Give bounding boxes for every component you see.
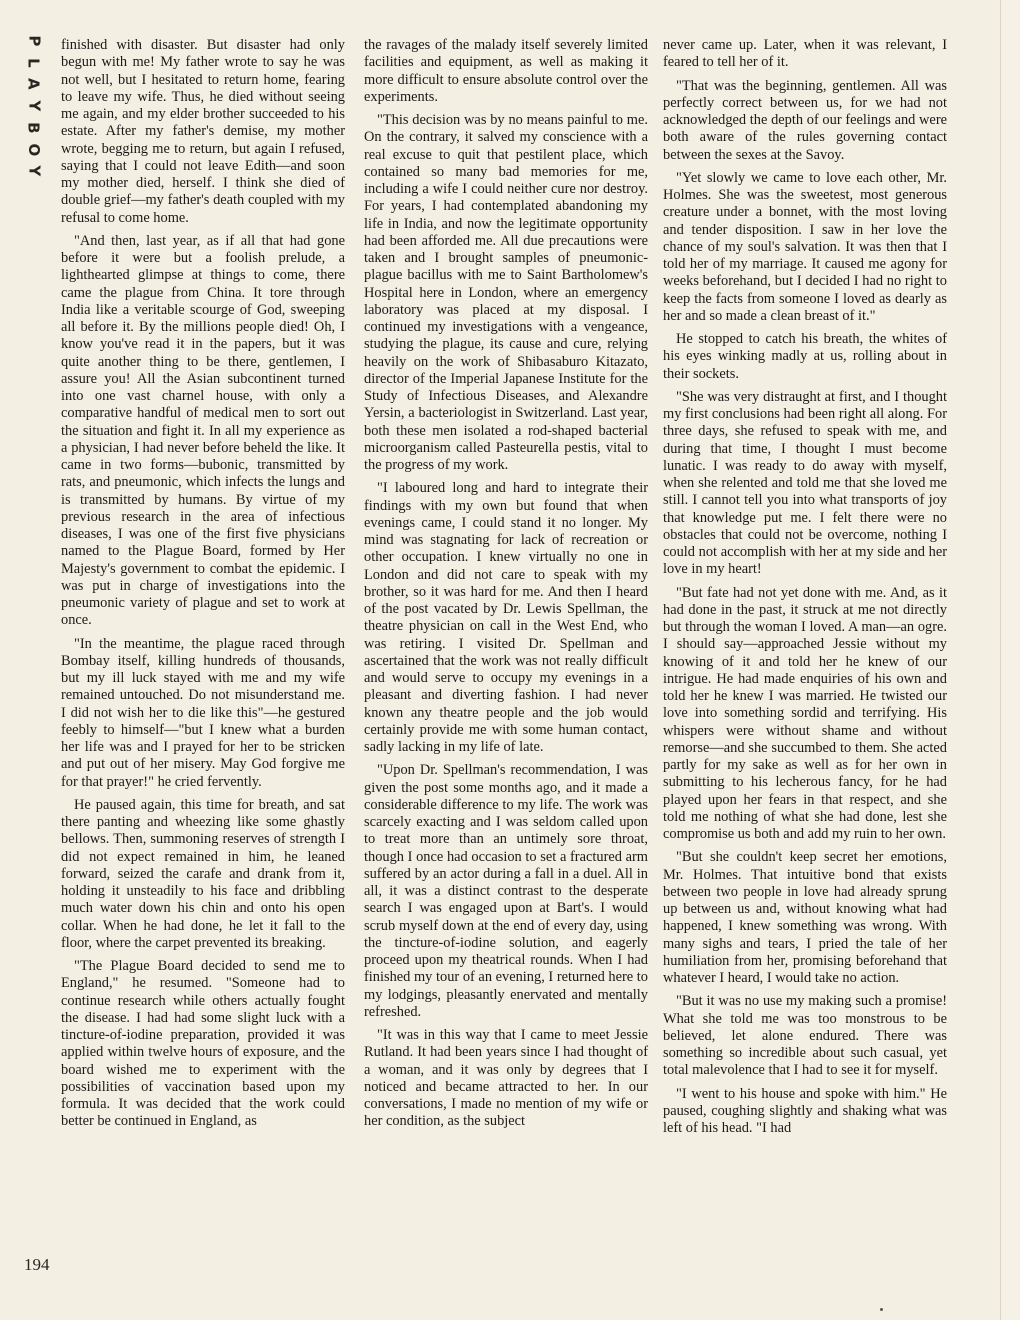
paragraph: "And then, last year, as if all that had gone before it were but a foolish prelude, a lighthearted glimpse at things to come, there came the plague from China. It tore through India like a veritable scourge of God, sweeping all before it. By the millions people died! Oh, I know you've read it in the papers, but it was quite another thing to be there, gentlemen, I assure you! All the Asian subcontinent turned into one vast charnel house, with only a comparative handful of medical men to sort out the situation and fight it. In all my experience as a physician, I had never before beheld the like. It came in two forms—bubonic, transmitted by rats, and pneumonic, which infects the lungs and is transmitted by humans. By virtue of my previous research in the area of infectious diseases, I was one of the first five physicians named to the Plague Board, formed by Her Majesty's government to combat the epidemic. I was put in charge of investigations into the pneumonic variety of plague and set to work at once. bbox=[61, 232, 345, 629]
paragraph: finished with disaster. But disaster had only begun with me! My father wrote to say he was not well, but I hesitated to return home, fearing to leave my wife. Thus, he died without seeing me again, and my elder brother succeeded to his estate. After my father's demise, my mother wrote, begging me to return, but again I refused, saying that I could not leave Edith—and soon my mother died, herself. I think she died of double grief—my father's death coupled with my refusal to come home. bbox=[61, 37, 345, 226]
running-head-letter: O bbox=[24, 142, 43, 156]
paragraph: "She was very distraught at first, and I thought my first conclusions had been right all along. For three days, she refused to speak with me, and during that time, I thought I must become lunatic. I was ready to do away with myself, when she relented and told me that she loved me still. I cannot tell you into what transports of joy that knowledge put me. I felt there were no obstacles that could not be overcome, nothing I could not accomplish with her at my side and her love in my heart! bbox=[663, 388, 947, 578]
paragraph: "Yet slowly we came to love each other, Mr. Holmes. She was the sweetest, most generous creature under a bonnet, with the most loving and tender disposition. I saw in her love the chance of my soul's salvation. It was then that I told her of my marriage. It caused me agony for weeks beforehand, but I decided I had no right to keep the facts from someone I loved as dearly as her and so made a clean breast of it." bbox=[663, 169, 947, 324]
running-head-letter: Y bbox=[24, 100, 43, 112]
paragraph: "Upon Dr. Spellman's recommendation, I was given the post some months ago, and it made a considerable difference to my life. The work was scarcely exacting and I was seldom called upon to treat more than an untimely sore throat, though I once had occasion to set a fractured arm suffered by an actor during a fall in a duel. All in all, it was a distinct contrast to the desperate search I was engaged upon at Bart's. I would scrub myself down at the end of every day, using the tincture-of-iodine solution, and eagerly proceed upon my theatrical rounds. When I had finished my tour of an evening, I returned here to my lodgings, pleasantly enervated and mentally refreshed. bbox=[364, 762, 648, 1020]
running-head-letter: A bbox=[24, 78, 43, 91]
running-head-letter: P bbox=[24, 35, 43, 47]
paragraph: "I laboured long and hard to integrate their findings with my own but found that when evenings came, I could stand it no longer. My mind was stagnating for lack of recreation or other occupation. I knew virtually no one in London and did not care to speak with my brother, so it was hard for me. And then I heard of the post vacated by Dr. Lewis Spellman, the theatre physician on call in the West End, who was retiring. I visited Dr. Spellman and ascertained that the work was not really difficult and would serve to occupy my evenings in a pleasant and diverting fashion. I had never known any theatre people and the job would certainly provide me with some human contact, sadly lacking in my life of late. bbox=[364, 480, 648, 755]
paragraph: "In the meantime, the plague raced through Bombay itself, killing hundreds of thousands, but my ill luck stayed with me and my wife remained untouched. Do not misunderstand me. I did not wish her to die like this"—he gestured feebly to himself—"but I knew what a burden her life was and I prayed for her to be stricken and put out of her misery. May God forgive me for that prayer!" he cried fervently. bbox=[61, 635, 345, 790]
paragraph: never came up. Later, when it was relevant, I feared to tell her of it. bbox=[663, 37, 947, 71]
print-speck bbox=[880, 1308, 883, 1311]
page-number: 194 bbox=[24, 1255, 50, 1274]
paragraph: He paused again, this time for breath, and sat there panting and wheezing like some ghastly bellows. Then, summoning reserves of strength I did not expect remained in him, he leaned forward, seized the carafe and drank from it, holding it unsteadily to his face and dribbling much water down his chin and onto his open collar. When he had done, he let it fall to the floor, where the carpet prevented its breaking. bbox=[61, 796, 345, 951]
paragraph: "That was the beginning, gentlemen. All was perfectly correct between us, for we had not acknowledged the depth of our feelings and were both aware of the rules governing contact between the sexes at the Savoy. bbox=[663, 77, 947, 163]
text-column-2 bbox=[364, 37, 648, 1137]
paragraph: "It was in this way that I came to meet Jessie Rutland. It had been years since I had thought of a woman, and it was only by degrees that I noticed and became attracted to her. In our conversations, I made no mention of my wife or her condition, as the subject bbox=[364, 1027, 648, 1130]
text-column-1 bbox=[61, 37, 345, 1137]
paragraph: He stopped to catch his breath, the whites of his eyes winking madly at us, rolling about in their sockets. bbox=[663, 331, 947, 382]
running-head bbox=[22, 30, 44, 182]
running-head-letter: L bbox=[24, 57, 43, 68]
running-head-letter: B bbox=[24, 121, 43, 134]
paragraph: "The Plague Board decided to send me to England," he resumed. "Someone had to continue research while others actually fought the disease. I had had some slight luck with a tincture-of-iodine preparation, provided it was applied within twelve hours of exposure, and the board wished me to experiment with the possibilities of vaccination based upon my formula. It was decided that the work could better be continued in England, as bbox=[61, 958, 345, 1130]
paragraph: "But it was no use my making such a promise! What she told me was too monstrous to be believed, let alone endured. There was something so incredible about such casual, yet total malevolence that I had to see it for myself. bbox=[663, 993, 947, 1079]
paragraph: "But fate had not yet done with me. And, as it had done in the past, it struck at me not directly but through the woman I loved. A man—an ogre. I should say—approached Jessie without my knowing of it and told her he knew of our intrigue. He had made enquiries of his own and told her he knew I was married. He twisted our love into something sordid and terrifying. His whispers were without shame and without remorse—and she succumbed to them. She acted partly for my sake as well as for her own in submitting to his lecherous fancy, for he had played upon her fears in that respect, and she told me nothing of what she had done, lest she compromise us both and add my ruin to her own. bbox=[663, 584, 947, 842]
paragraph: "This decision was by no means painful to me. On the contrary, it salved my conscience with a real excuse to quit that pestilent place, which contained so many bad memories for me, including a wife I could neither cure nor destroy. For years, I had contemplated abandoning my life in India, and now the legitimate opportunity had been afforded me. All due precautions were taken and I brought samples of pneumonic-plague bacillus with me to Saint Bartholomew's Hospital here in London, where an emergency laboratory was placed at my disposal. I continued my investigations with a vengeance, studying the plague, its cause and cure, relying heavily on the work of Shibasaburo Kitazato, director of the Imperial Japanese Institute for the Study of Infectious Diseases, and Alexandre Yersin, a bacteriologist in Switzerland. Last year, both these men isolated a rod-shaped bacterial microorganism called Pasteurella pestis, vital to the progress of my work. bbox=[364, 112, 648, 473]
running-head-letter: Y bbox=[24, 165, 43, 177]
paragraph: the ravages of the malady itself severely limited facilities and equipment, as well as making it more difficult to ensure absolute control over the experiments. bbox=[364, 37, 648, 105]
paragraph: "I went to his house and spoke with him." He paused, coughing slightly and shaking what was left of his head. "I had bbox=[663, 1085, 947, 1136]
paragraph: "But she couldn't keep secret her emotions, Mr. Holmes. That intuitive bond that exists between two people in love had already sprung up between us and, without knowing what had happened, I knew something was wrong. With many sighs and tears, I pried the tale of her humiliation from her, promising beforehand that whatever I heard, I would take no action. bbox=[663, 849, 947, 986]
text-column-3 bbox=[663, 37, 947, 1143]
